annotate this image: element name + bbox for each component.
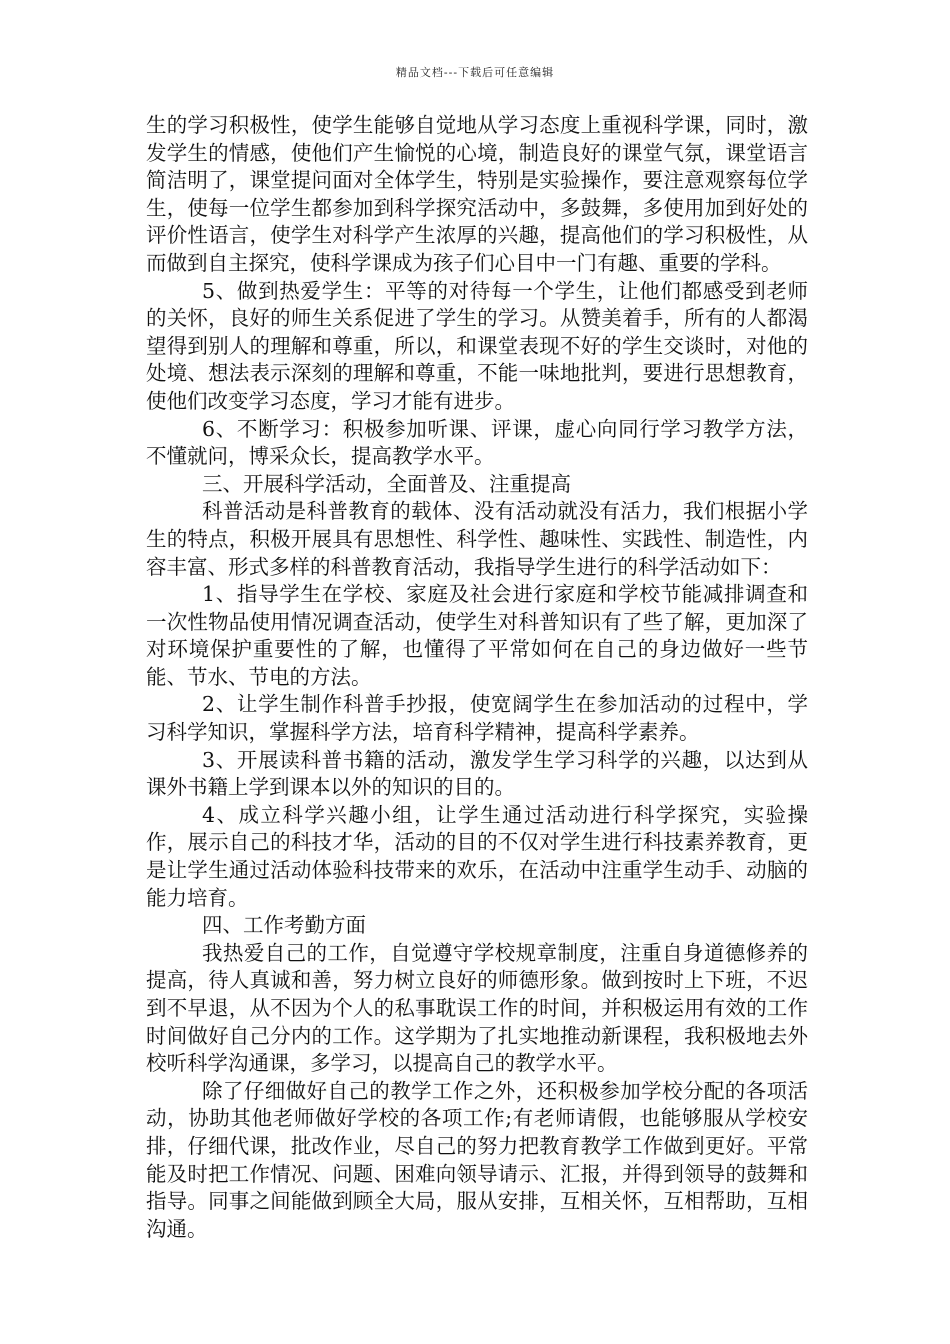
paragraph: 我热爱自己的工作，自觉遵守学校规章制度，注重自身道德修养的提高，待人真诚和善，努力树立良好的师德形象。做到按时上下班，不迟到不早退，从不因为个人的私事耽误工作的时间，并积极运用有效的工作时间做好自己分内的工作。这学期为了扎实地推动新课程，我积极地去外校听科学沟通课，多学习，以提高自己的教学水平。 bbox=[146, 940, 808, 1076]
paragraph: 科普活动是科普教育的载体、没有活动就没有活力，我们根据小学生的特点，积极开展具有思想性、科学性、趣味性、实践性、制造性，内容丰富、形式多样的科普教育活动，我指导学生进行的科学活动如下： bbox=[146, 499, 808, 579]
section-heading: 四、工作考勤方面 bbox=[202, 913, 366, 938]
paragraph: 2、让学生制作科普手抄报，使宽阔学生在参加活动的过程中，学习科学知识，掌握科学方法，培育科学精神，提高科学素养。 bbox=[146, 692, 808, 745]
paragraph: 生的学习积极性，使学生能够自觉地从学习态度上重视科学课，同时，激发学生的情感，使他们产生愉悦的心境，制造良好的课堂气氛，课堂语言简洁明了，课堂提问面对全体学生，特别是实验操作，要注意观察每位学生，使每一位学生都参加到科学探究活动中，多鼓舞，多使用加到好处的评价性语言，使学生对科学产生浓厚的兴趣，提高他们的学习积极性，从而做到自主探究，使科学课成为孩子们心目中一门有趣、重要的学科。 bbox=[146, 113, 808, 275]
page-header: 精品文档---下载后可任意编辑 bbox=[395, 66, 555, 79]
paragraph: 3、开展读科普书籍的活动，激发学生学习科学的兴趣，以达到从课外书籍上学到课本以外的知识的目的。 bbox=[146, 747, 808, 800]
document-body bbox=[146, 112, 808, 1243]
paragraph: 6、不断学习：积极参加听课、评课，虚心向同行学习教学方法，不懂就问，博采众长，提高教学水平。 bbox=[146, 416, 808, 469]
paragraph: 1、指导学生在学校、家庭及社会进行家庭和学校节能减排调查和一次性物品使用情况调查活动，使学生对科普知识有了些了解，更加深了对环境保护重要性的了解，也懂得了平常如何在自己的身边做好一些节能、节水、节电的方法。 bbox=[146, 582, 808, 689]
paragraph: 4、成立科学兴趣小组，让学生通过活动进行科学探究，实验操作，展示自己的科技才华，活动的目的不仅对学生进行科技素养教育，更是让学生通过活动体验科技带来的欢乐，在活动中注重学生动手、动脑的能力培育。 bbox=[146, 802, 808, 910]
paragraph: 除了仔细做好自己的教学工作之外，还积极参加学校分配的各项活动，协助其他老师做好学校的各项工作;有老师请假，也能够服从学校安排，仔细代课，批改作业，尽自己的努力把教育教学工作做到更好。平常能及时把工作情况、问题、困难向领导请示、汇报，并得到领导的鼓舞和指导。同事之间能做到顾全大局，服从安排，互相关怀，互相帮助，互相沟通。 bbox=[146, 1078, 808, 1241]
section-heading: 三、开展科学活动，全面普及、注重提高 bbox=[202, 471, 571, 496]
paragraph: 5、做到热爱学生：平等的对待每一个学生，让他们都感受到老师的关怀，良好的师生关系促进了学生的学习。从赞美着手，所有的人都渴望得到别人的理解和尊重，所以，和课堂表现不好的学生交谈时，对他的处境、想法表示深刻的理解和尊重，不能一味地批判，要进行思想教育，使他们改变学习态度，学习才能有进步。 bbox=[146, 278, 808, 413]
